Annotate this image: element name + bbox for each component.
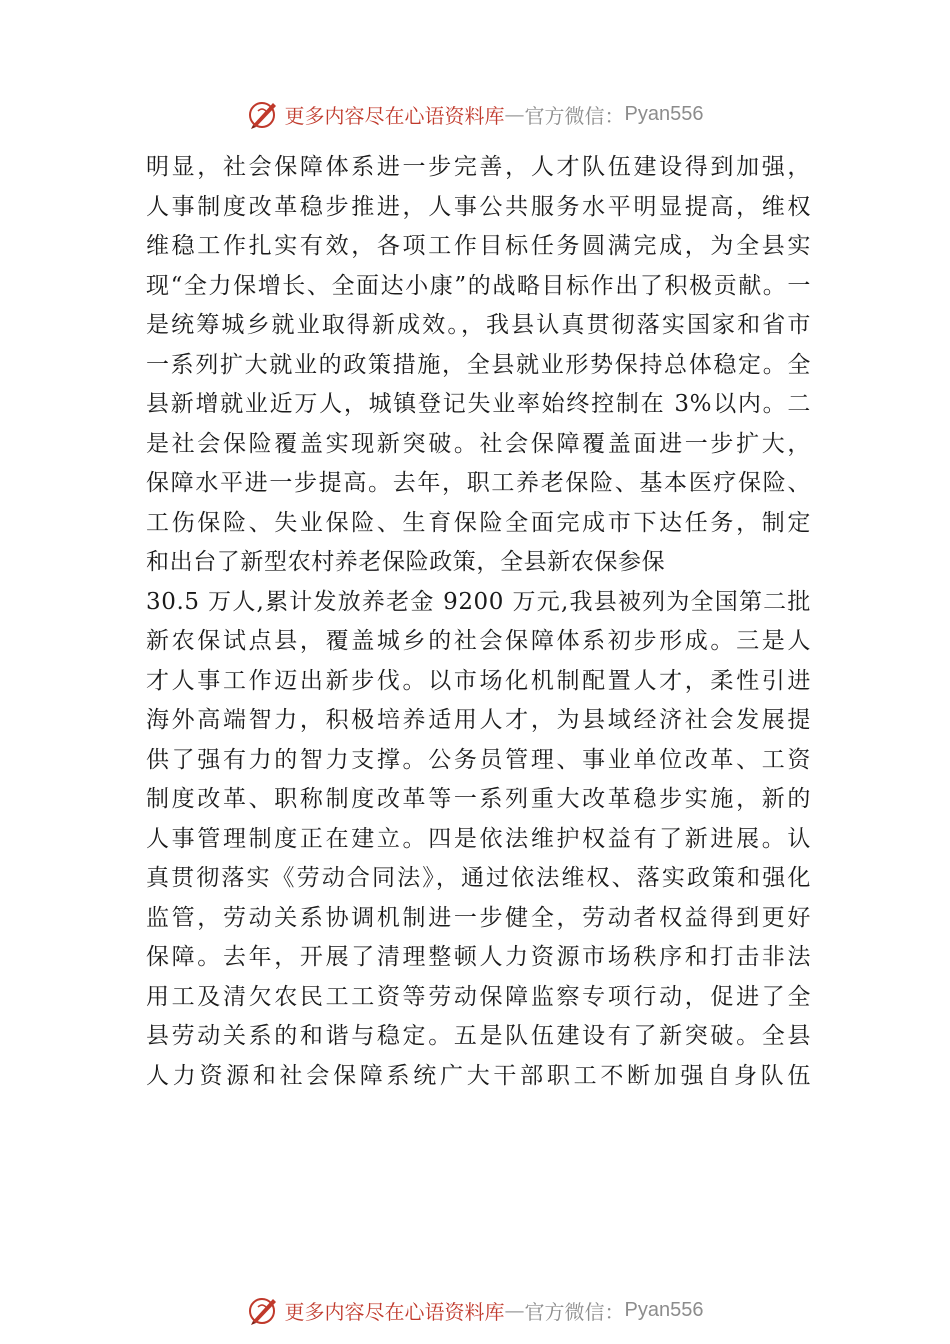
body-line: 30.5 万人,累计发放养老金 9200 万元,我县被列为全国第二批 xyxy=(146,588,811,615)
pen-logo-icon xyxy=(247,97,281,131)
body-line: 明显，社会保障体系进一步完善，人才队伍建设得到加强， xyxy=(146,154,811,180)
body-line: 人力资源和社会保障系统广大干部职工不断加强自身队伍 xyxy=(146,1062,811,1089)
footer-banner-wechat-id: Pyan556 xyxy=(624,1298,704,1321)
footer-banner-dash: — xyxy=(504,1298,525,1322)
document-body xyxy=(146,148,811,1096)
body-line: 海外高端智力，积极培养适用人才，为县域经济社会发展提 xyxy=(146,707,811,733)
footer-banner xyxy=(0,1292,950,1328)
header-banner xyxy=(0,96,950,132)
body-line: 工伤保险、失业保险、生育保险全面完成市下达任务，制定 xyxy=(146,509,811,536)
header-banner-wechat-label: 官方微信： xyxy=(524,103,625,128)
header-banner-dash: — xyxy=(504,102,525,126)
body-line: 现“全力保增长、全面达小康”的战略目标作出了积极贡献。一 xyxy=(146,272,811,299)
body-line: 人事管理制度正在建立。四是依法维护权益有了新进展。认 xyxy=(146,825,811,852)
body-line: 供了强有力的智力支撑。公务员管理、事业单位改革、工资 xyxy=(146,746,811,773)
body-line: 保障。去年，开展了清理整顿人力资源市场秩序和打击非法 xyxy=(146,944,811,970)
header-banner-title: 更多内容尽在心语资料库 xyxy=(284,103,505,128)
body-line: 一系列扩大就业的政策措施，全县就业形势保持总体稳定。全 xyxy=(146,351,811,378)
body-line: 是统筹城乡就业取得新成效。，我县认真贯彻落实国家和省市 xyxy=(146,312,811,338)
body-line: 保障水平进一步提高。去年，职工养老保险、基本医疗保险、 xyxy=(146,470,811,496)
body-line: 用工及清欠农民工工资等劳动保障监察专项行动，促进了全 xyxy=(146,983,811,1010)
pen-logo-icon xyxy=(247,1293,281,1327)
body-line: 和出台了新型农村养老保险政策，全县新农保参保 xyxy=(146,549,666,575)
body-line: 是社会保险覆盖实现新突破。社会保障覆盖面进一步扩大， xyxy=(146,430,811,457)
body-line: 维稳工作扎实有效，各项工作目标任务圆满完成，为全县实 xyxy=(146,233,811,259)
body-line: 才人事工作迈出新步伐。以市场化机制配置人才，柔性引进 xyxy=(146,667,811,694)
header-banner-wechat-id: Pyan556 xyxy=(624,102,704,125)
body-line: 新农保试点县，覆盖城乡的社会保障体系初步形成。三是人 xyxy=(146,628,811,654)
body-line: 制度改革、职称制度改革等一系列重大改革稳步实施，新的 xyxy=(146,786,811,812)
body-line: 监管，劳动关系协调机制进一步健全，劳动者权益得到更好 xyxy=(146,904,811,931)
footer-banner-wechat-label: 官方微信： xyxy=(524,1299,625,1324)
body-line: 县劳动关系的和谐与稳定。五是队伍建设有了新突破。全县 xyxy=(146,1023,811,1049)
body-line: 人事制度改革稳步推进，人事公共服务水平明显提高，维权 xyxy=(146,193,811,220)
footer-banner-title: 更多内容尽在心语资料库 xyxy=(284,1299,505,1324)
body-line: 县新增就业近万人，城镇登记失业率始终控制在 3%以内。二 xyxy=(146,391,811,417)
body-line: 真贯彻落实《劳动合同法》，通过依法维权、落实政策和强化 xyxy=(146,865,811,891)
